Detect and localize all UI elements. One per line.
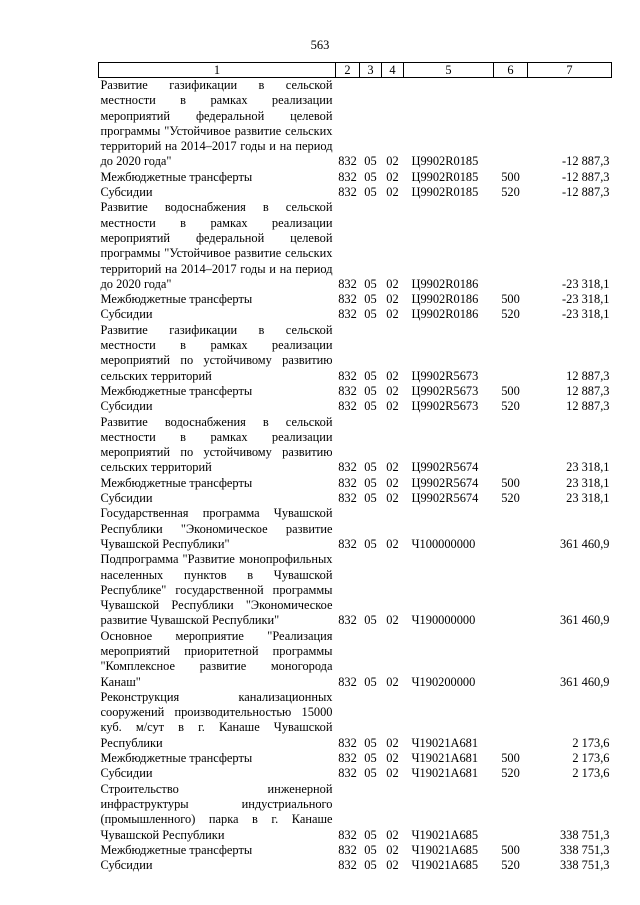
row-expense-type: 520: [501, 307, 520, 322]
table-row: [99, 323, 612, 384]
row-code-section: 05: [364, 383, 377, 398]
table-body: [99, 78, 612, 874]
row-code-admin: 832: [338, 827, 357, 842]
row-name: Реконструкция канализационных сооружений производительностью 15000 куб. м/сут в г. Канаше Чувашской Республики: [100, 689, 333, 750]
table-row: [99, 843, 612, 858]
row-code-section: 05: [364, 491, 377, 506]
header-col-4: 4: [382, 63, 404, 78]
row-code-section: 05: [364, 858, 377, 873]
row-code-section: 05: [364, 536, 377, 551]
row-name: Развитие водоснабжения в сельской местности в рамках реализации мероприятий по устойчивому развитию сельских территорий: [100, 414, 333, 475]
row-name: Межбюджетные трансферты: [100, 751, 253, 766]
header-col-3: 3: [360, 63, 382, 78]
row-code-subsection: 02: [386, 383, 399, 398]
row-target-article: Ц9902R5674: [411, 491, 479, 506]
row-name: Подпрограмма "Развитие монопрофильных населенных пунктов в Чувашской Республике" государственной программы Чувашской Республики "Экономическое развитие Чувашской Республики": [100, 552, 333, 628]
row-code-subsection: 02: [386, 751, 399, 766]
row-code-admin: 832: [338, 491, 357, 506]
row-code-admin: 832: [338, 185, 357, 200]
row-expense-type: 520: [501, 185, 520, 200]
row-target-article: Ц9902R0186: [411, 307, 479, 322]
row-expense-type: [494, 552, 528, 628]
row-expense-type: 500: [501, 475, 520, 490]
row-name: Субсидии: [100, 491, 153, 506]
table-row: [99, 552, 612, 628]
row-code-subsection: 02: [386, 858, 399, 873]
row-code-section: 05: [364, 751, 377, 766]
row-amount: -12 887,3: [562, 154, 610, 169]
row-code-subsection: 02: [386, 475, 399, 490]
row-code-section: 05: [364, 827, 377, 842]
row-name: Развитие водоснабжения в сельской местности в рамках реализации мероприятий федеральной целевой программы "Устойчивое развитие сельских территорий на 2014–2017 годы и на период до 2020 года": [100, 200, 333, 291]
row-code-subsection: 02: [386, 766, 399, 781]
row-name: Строительство инженерной инфраструктуры индустриального (промышленного) парка в г. Канаше Чувашской Республики: [100, 781, 333, 842]
row-expense-type: [494, 323, 528, 384]
row-expense-type: 500: [501, 292, 520, 307]
row-expense-type: [494, 782, 528, 843]
row-amount: 2 173,6: [572, 766, 610, 781]
table-header: [99, 63, 612, 78]
row-code-admin: 832: [338, 751, 357, 766]
row-expense-type: [494, 200, 528, 292]
row-target-article: Ц9902R0185: [411, 169, 479, 184]
table-row: [99, 751, 612, 766]
table-row: [99, 491, 612, 506]
row-amount: 2 173,6: [572, 735, 610, 750]
row-target-article: Ц9902R0186: [411, 292, 479, 307]
row-target-article: Ц9902R5673: [411, 399, 479, 414]
row-code-section: 05: [364, 276, 377, 291]
row-code-subsection: 02: [386, 292, 399, 307]
row-amount: 23 318,1: [566, 460, 610, 475]
page-number: 563: [310, 38, 330, 52]
row-code-admin: 832: [338, 292, 357, 307]
row-name: Межбюджетные трансферты: [100, 475, 253, 490]
row-amount: 12 887,3: [566, 368, 610, 383]
row-code-subsection: 02: [386, 368, 399, 383]
row-amount: 338 751,3: [559, 858, 610, 873]
row-name: Субсидии: [100, 766, 153, 781]
row-code-admin: 832: [338, 383, 357, 398]
row-code-subsection: 02: [386, 460, 399, 475]
row-expense-type: [494, 78, 528, 170]
header-col-5: 5: [404, 63, 494, 78]
row-name: Субсидии: [100, 858, 153, 873]
row-code-section: 05: [364, 674, 377, 689]
row-name: Субсидии: [100, 399, 153, 414]
row-expense-type: 520: [501, 491, 520, 506]
row-code-subsection: 02: [386, 169, 399, 184]
table-row: [99, 307, 612, 322]
row-target-article: Ч100000000: [411, 536, 476, 551]
row-expense-type: 520: [501, 766, 520, 781]
row-code-subsection: 02: [386, 827, 399, 842]
row-amount: 2 173,6: [572, 751, 610, 766]
row-code-section: 05: [364, 307, 377, 322]
row-code-section: 05: [364, 292, 377, 307]
row-code-subsection: 02: [386, 735, 399, 750]
row-amount: -23 318,1: [562, 292, 610, 307]
row-code-admin: 832: [338, 674, 357, 689]
row-code-admin: 832: [338, 475, 357, 490]
budget-table: [98, 62, 612, 873]
row-amount: 361 460,9: [559, 613, 610, 628]
row-target-article: Ц9902R0185: [411, 154, 479, 169]
row-amount: 338 751,3: [559, 842, 610, 857]
table-row: [99, 170, 612, 185]
table-row: [99, 782, 612, 843]
row-name: Межбюджетные трансферты: [100, 169, 253, 184]
row-code-subsection: 02: [386, 674, 399, 689]
row-target-article: Ч190200000: [411, 674, 476, 689]
row-target-article: Ч19021А681: [411, 735, 479, 750]
table-row: [99, 766, 612, 781]
row-code-admin: 832: [338, 460, 357, 475]
row-code-subsection: 02: [386, 276, 399, 291]
header-col-2: 2: [336, 63, 360, 78]
table-row: [99, 690, 612, 751]
table-row: [99, 415, 612, 476]
row-target-article: Ч19021А681: [411, 766, 479, 781]
table-row: [99, 858, 612, 873]
row-code-subsection: 02: [386, 154, 399, 169]
row-code-section: 05: [364, 169, 377, 184]
row-code-section: 05: [364, 185, 377, 200]
row-code-section: 05: [364, 735, 377, 750]
table-row: [99, 399, 612, 414]
row-name: Субсидии: [100, 307, 153, 322]
row-code-section: 05: [364, 766, 377, 781]
row-code-admin: 832: [338, 536, 357, 551]
row-name: Межбюджетные трансферты: [100, 292, 253, 307]
row-target-article: Ц9902R5674: [411, 475, 479, 490]
row-expense-type: [494, 629, 528, 690]
row-target-article: Ч19021А681: [411, 751, 479, 766]
row-name: Государственная программа Чувашской Республики "Экономическое развитие Чувашской Республики": [100, 506, 333, 551]
row-amount: 12 887,3: [566, 399, 610, 414]
row-target-article: Ц9902R5673: [411, 368, 479, 383]
row-expense-type: [494, 506, 528, 552]
row-target-article: Ц9902R0186: [411, 276, 479, 291]
row-code-section: 05: [364, 475, 377, 490]
row-code-section: 05: [364, 368, 377, 383]
row-code-admin: 832: [338, 399, 357, 414]
row-target-article: Ч19021А685: [411, 827, 479, 842]
row-code-admin: 832: [338, 858, 357, 873]
row-target-article: Ч19021А685: [411, 858, 479, 873]
row-amount: 361 460,9: [559, 536, 610, 551]
row-expense-type: 520: [501, 399, 520, 414]
header-col-1: 1: [99, 63, 336, 78]
table-row: [99, 476, 612, 491]
row-expense-type: 500: [501, 383, 520, 398]
row-code-admin: 832: [338, 368, 357, 383]
row-target-article: Ц9902R5673: [411, 383, 479, 398]
table-row: [99, 78, 612, 170]
row-code-section: 05: [364, 154, 377, 169]
row-expense-type: 500: [501, 169, 520, 184]
row-target-article: Ч19021А685: [411, 842, 479, 857]
row-code-admin: 832: [338, 842, 357, 857]
row-target-article: Ц9902R0185: [411, 185, 479, 200]
row-amount: 361 460,9: [559, 674, 610, 689]
row-code-section: 05: [364, 613, 377, 628]
row-amount: -23 318,1: [562, 307, 610, 322]
row-code-subsection: 02: [386, 613, 399, 628]
row-code-admin: 832: [338, 613, 357, 628]
row-code-section: 05: [364, 842, 377, 857]
row-name: Основное мероприятие "Реализация мероприятий приоритетной программы "Комплексное развитие моногорода Канаш": [100, 628, 333, 689]
row-code-subsection: 02: [386, 536, 399, 551]
row-amount: 23 318,1: [566, 491, 610, 506]
row-code-subsection: 02: [386, 185, 399, 200]
row-code-subsection: 02: [386, 491, 399, 506]
row-target-article: Ч190000000: [411, 613, 476, 628]
row-expense-type: [494, 690, 528, 751]
header-col-7: 7: [528, 63, 612, 78]
row-amount: -12 887,3: [562, 185, 610, 200]
row-code-admin: 832: [338, 766, 357, 781]
row-amount: 12 887,3: [566, 383, 610, 398]
row-name: Межбюджетные трансферты: [100, 842, 253, 857]
row-code-subsection: 02: [386, 307, 399, 322]
row-amount: 23 318,1: [566, 475, 610, 490]
row-code-admin: 832: [338, 276, 357, 291]
row-target-article: Ц9902R5674: [411, 460, 479, 475]
row-expense-type: 500: [501, 842, 520, 857]
header-row: [99, 63, 612, 78]
table-row: [99, 292, 612, 307]
row-code-admin: 832: [338, 169, 357, 184]
row-code-section: 05: [364, 460, 377, 475]
row-code-subsection: 02: [386, 842, 399, 857]
row-code-admin: 832: [338, 735, 357, 750]
table-row: [99, 629, 612, 690]
row-name: Субсидии: [100, 185, 153, 200]
row-name: Межбюджетные трансферты: [100, 383, 253, 398]
row-code-admin: 832: [338, 307, 357, 322]
row-code-admin: 832: [338, 154, 357, 169]
header-col-6: 6: [494, 63, 528, 78]
table-row: [99, 384, 612, 399]
table-row: [99, 200, 612, 292]
row-expense-type: 500: [501, 751, 520, 766]
row-code-subsection: 02: [386, 399, 399, 414]
table-row: [99, 506, 612, 552]
row-code-section: 05: [364, 399, 377, 414]
table-row: [99, 185, 612, 200]
row-name: Развитие газификации в сельской местности в рамках реализации мероприятий федеральной целевой программы "Устойчивое развитие сельских территорий на 2014–2017 годы и на период до 2020 года": [100, 78, 333, 169]
row-expense-type: [494, 415, 528, 476]
row-amount: -12 887,3: [562, 169, 610, 184]
row-amount: 338 751,3: [559, 827, 610, 842]
row-name: Развитие газификации в сельской местности в рамках реализации мероприятий по устойчивому развитию сельских территорий: [100, 322, 333, 383]
row-expense-type: 520: [501, 858, 520, 873]
row-amount: -23 318,1: [562, 276, 610, 291]
